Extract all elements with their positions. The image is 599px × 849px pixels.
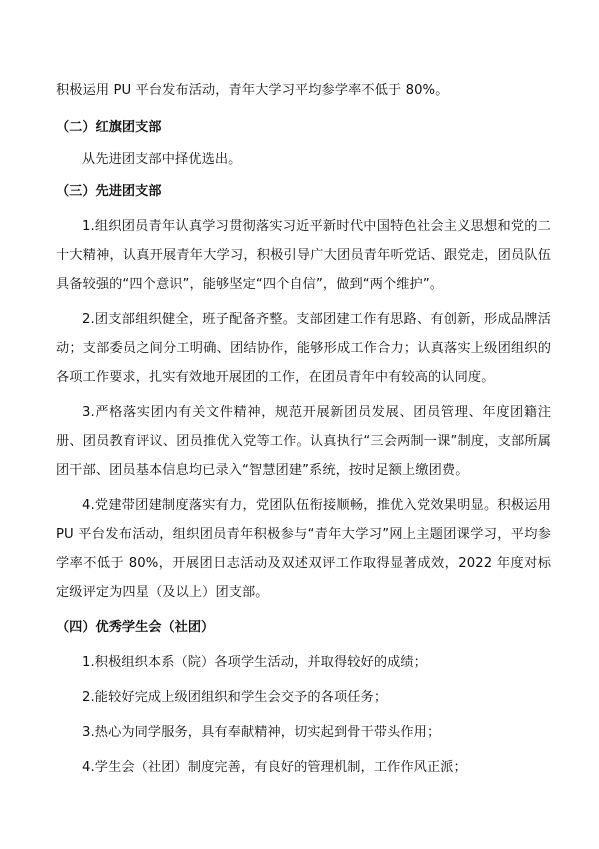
- paragraph-advanced-branch-4: 4.党建带团建制度落实有力，党团队伍衔接顺畅，推优入党效果明显。积极运用 PU 平台发布活动，组织团员青年积极参与“青年大学习”网上主题团课学习，平均参学率不低于 80%，开展团日志活动及双述双评工作取得显著成效，2022 年度对标定级评定为四星（及以上）团支部。: [56, 498, 551, 600]
- paragraph-student-union-3: 3.热心为同学服务，具有奉献精神，切实起到骨干带头作用；: [82, 725, 441, 740]
- paragraph-student-union-1: 1.积极组织本系（院）各项学生活动，并取得较好的成绩；: [82, 655, 427, 670]
- section-heading-excellent-student-union: （四）优秀学生会（社团）: [56, 620, 215, 635]
- paragraph-red-flag-branch: 从先进团支部中择优选出。: [82, 152, 242, 167]
- paragraph-student-union-2: 2.能较好完成上级团组织和学生会交予的各项任务；: [82, 690, 388, 705]
- paragraph-student-union-4: 4.学生会（社团）制度完善，有良好的管理机制，工作作风正派；: [82, 760, 467, 775]
- section-heading-red-flag-branch: （二）红旗团支部: [56, 120, 162, 135]
- paragraph-advanced-branch-1: 1.组织团员青年认真学习贯彻落实习近平新时代中国特色社会主义思想和党的二十大精神，认真开展青年大学习，积极引导广大团员青年听党话、跟党走，团员队伍具备较强的“四个意识”，能够坚定“四个自信”，做到“两个维护”。: [56, 219, 551, 292]
- paragraph-advanced-branch-3: 3.严格落实团内有关文件精神，规范开展新团员发展、团员管理、年度团籍注册、团员教育评议、团员推优入党等工作。认真执行“三会两制一课”制度，支部所属团干部、团员基本信息均已录入“智慧团建”系统，按时足额上缴团费。: [56, 405, 551, 478]
- paragraph-continuation: 积极运用 PU 平台发布活动，青年大学习平均参学率不低于 80%。: [56, 83, 449, 98]
- section-heading-advanced-branch: （三）先进团支部: [56, 184, 162, 199]
- paragraph-advanced-branch-2: 2.团支部组织健全，班子配备齐整。支部团建工作有思路、有创新，形成品牌活动；支部委员之间分工明确、团结协作，能够形成工作合力；认真落实上级团组织的各项工作要求，扎实有效地开展团的工作，在团员青年中有较高的认同度。: [56, 312, 551, 385]
